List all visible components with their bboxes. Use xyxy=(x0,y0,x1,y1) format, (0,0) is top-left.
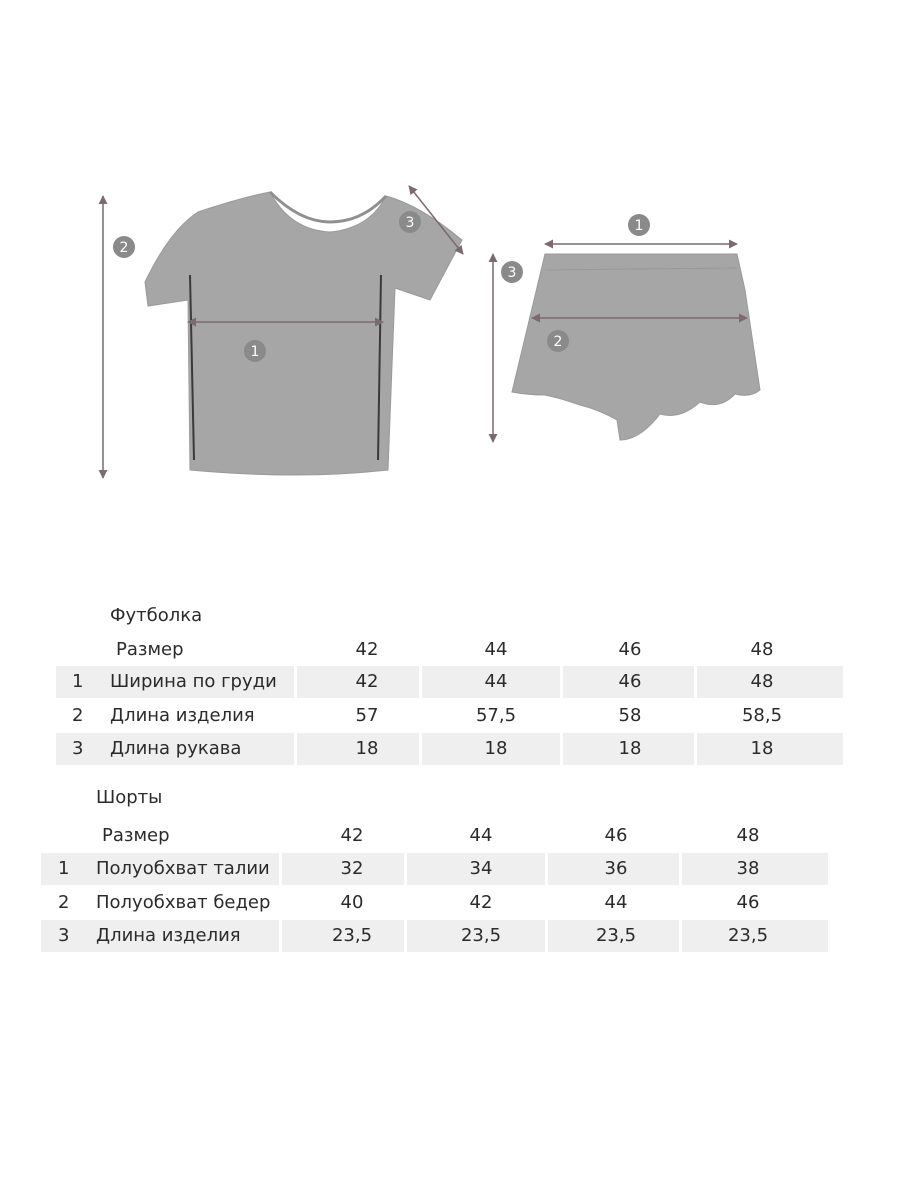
shorts-table-title: Шорты xyxy=(96,787,163,808)
size-col: 44 xyxy=(484,639,508,660)
tshirt-badge-2 xyxy=(113,236,135,258)
size-col: 48 xyxy=(750,639,774,660)
row-value: 36 xyxy=(604,858,628,879)
tshirt-table-title: Футболка xyxy=(110,605,203,626)
row-label: Длина изделия xyxy=(96,925,241,946)
row-number: 2 xyxy=(72,705,84,726)
svg-text:1: 1 xyxy=(634,218,644,234)
row-value: 32 xyxy=(340,858,364,879)
shorts-badge-2 xyxy=(547,330,569,352)
size-col: 42 xyxy=(355,639,379,660)
row-value: 57 xyxy=(355,705,379,726)
shorts-size-header-row xyxy=(0,820,900,852)
tshirt-badge-3 xyxy=(399,211,421,233)
svg-text:2: 2 xyxy=(553,334,563,350)
table-row xyxy=(0,700,900,732)
row-value: 46 xyxy=(618,671,642,692)
row-number: 3 xyxy=(58,925,70,946)
table-row xyxy=(0,887,900,919)
row-value: 38 xyxy=(736,858,760,879)
size-col: 46 xyxy=(618,639,642,660)
row-value: 42 xyxy=(355,671,379,692)
shorts-badge-1 xyxy=(628,214,650,236)
size-col: 42 xyxy=(340,825,364,846)
svg-text:1: 1 xyxy=(250,344,260,360)
row-value: 23,5 xyxy=(460,925,502,946)
row-number: 1 xyxy=(58,858,70,879)
row-value: 23,5 xyxy=(331,925,373,946)
svg-text:3: 3 xyxy=(405,215,415,231)
garment-measurement-figure xyxy=(0,0,900,520)
svg-text:3: 3 xyxy=(507,265,517,281)
row-value: 18 xyxy=(750,738,774,759)
row-value: 58 xyxy=(618,705,642,726)
row-value: 23,5 xyxy=(727,925,769,946)
size-label: Размер xyxy=(102,825,170,846)
table-row xyxy=(0,920,900,952)
row-label: Полуобхват бедер xyxy=(96,892,271,913)
shorts-badge-3 xyxy=(501,261,523,283)
size-col: 44 xyxy=(469,825,493,846)
row-value: 23,5 xyxy=(595,925,637,946)
row-number: 3 xyxy=(72,738,84,759)
table-row xyxy=(0,666,900,698)
row-value: 48 xyxy=(750,671,774,692)
row-value: 18 xyxy=(484,738,508,759)
row-value: 44 xyxy=(604,892,628,913)
row-number: 2 xyxy=(58,892,70,913)
row-label: Длина рукава xyxy=(110,738,242,759)
tshirt-size-header-row xyxy=(0,634,900,666)
size-col: 46 xyxy=(604,825,628,846)
row-label: Длина изделия xyxy=(110,705,255,726)
row-value: 44 xyxy=(484,671,508,692)
row-value: 42 xyxy=(469,892,493,913)
table-row xyxy=(0,733,900,765)
row-value: 18 xyxy=(355,738,379,759)
size-label: Размер xyxy=(116,639,184,660)
table-row xyxy=(0,853,900,885)
row-label: Ширина по груди xyxy=(110,671,277,692)
svg-text:2: 2 xyxy=(119,240,129,256)
size-col: 48 xyxy=(736,825,760,846)
row-value: 46 xyxy=(736,892,760,913)
row-label: Полуобхват талии xyxy=(96,858,270,879)
row-value: 57,5 xyxy=(475,705,517,726)
tshirt-badge-1 xyxy=(244,340,266,362)
row-value: 34 xyxy=(469,858,493,879)
tshirt-illustration xyxy=(145,192,462,475)
row-number: 1 xyxy=(72,671,84,692)
row-value: 18 xyxy=(618,738,642,759)
row-value: 58,5 xyxy=(741,705,783,726)
row-value: 40 xyxy=(340,892,364,913)
